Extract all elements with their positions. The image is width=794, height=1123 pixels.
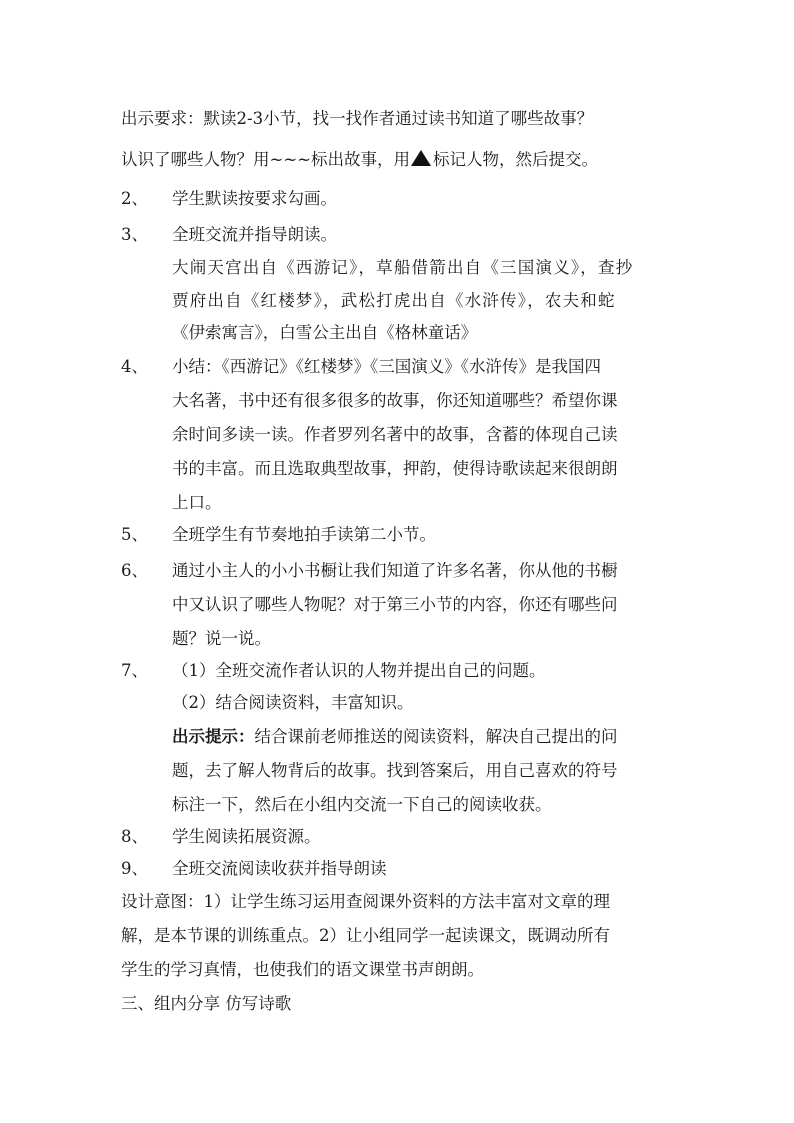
section-heading-3: 三、组内分享 仿写诗歌 [121, 994, 292, 1013]
step-number-8: 8、 [121, 827, 148, 846]
story-source-line-1: 大闹天宫出自《西游记》，草船借箭出自《三国演义》，查抄 [172, 258, 634, 277]
requirement-text-a: 认识了哪些人物？用~~~标出故事，用 [121, 150, 410, 169]
step-4-line-5: 上口。 [172, 493, 222, 512]
design-intent-line-2: 解，是本节课的训练重点。2）让小组同学一起读课文，既调动所有 [121, 926, 610, 945]
step-4-line-4: 书的丰富。而且选取典型故事，押韵，使得诗歌读起来很朗朗 [172, 459, 618, 478]
requirement-line-1: 出示要求：默读2-3小节，找一找作者通过读书知道了哪些故事？ [121, 109, 594, 128]
step-number-2: 2、 [121, 189, 148, 208]
step-5-text: 全班学生有节奏地拍手读第二小节。 [172, 525, 436, 544]
hint-text: 结合课前老师推送的阅读资料，解决自己提出的问 [254, 727, 618, 746]
requirement-text-b: 标记人物，然后提交。 [432, 150, 598, 169]
design-intent-line-1: 设计意图：1）让学生练习运用查阅课外资料的方法丰富对文章的理 [121, 892, 610, 911]
step-4-line-1: 小结：《西游记》《红楼梦》《三国演义》《水浒传》是我国四 [172, 357, 601, 376]
hint-label: 出示提示： [172, 727, 255, 746]
step-8-text: 学生阅读拓展资源。 [172, 827, 321, 846]
step-number-7: 7、 [121, 661, 148, 680]
step-number-4: 4、 [121, 357, 148, 376]
step-number-5: 5、 [121, 525, 148, 544]
step-2-text: 学生默读按要求勾画。 [172, 189, 337, 208]
design-intent-line-3: 学生的学习真情，也使我们的语文课堂书声朗朗。 [121, 960, 484, 979]
story-source-line-3: 《伊索寓言》，白雪公主出自《格林童话》 [172, 323, 478, 342]
step-7-line-5: 标注一下，然后在小组内交流一下自己的阅读收获。 [172, 795, 552, 814]
step-number-3: 3、 [121, 225, 148, 244]
step-7-line-4: 题，去了解人物背后的故事。找到答案后，用自己喜欢的符号 [172, 761, 618, 780]
step-number-9: 9、 [121, 859, 148, 878]
step-7-line-3 [172, 726, 618, 748]
step-number-6: 6、 [121, 561, 148, 580]
step-7-line-2: （2）结合阅读资料，丰富知识。 [172, 693, 414, 712]
step-6-line-1: 通过小主人的小小书橱让我们知道了许多名著，你从他的书橱 [172, 561, 618, 580]
step-6-line-2: 中又认识了哪些人物呢？对于第三小节的内容，你还有哪些问 [172, 595, 618, 614]
step-4-line-3: 余时间多读一读。作者罗列名著中的故事，含蓄的体现自己读 [172, 425, 618, 444]
step-6-line-3: 题？说一说。 [172, 629, 271, 648]
step-3-text: 全班交流并指导朗读。 [172, 225, 337, 244]
requirement-line-2 [121, 149, 598, 171]
triangle-mark-icon [411, 150, 431, 166]
step-7-line-1: （1）全班交流作者认识的人物并提出自己的问题。 [172, 661, 546, 680]
story-source-line-2: 贾府出自《红楼梦》，武松打虎出自《水浒传》，农夫和蛇 [172, 291, 616, 310]
step-9-text: 全班交流阅读收获并指导朗读 [172, 859, 387, 878]
step-4-line-2: 大名著，书中还有很多很多的故事，你还知道哪些？希望你课 [172, 391, 618, 410]
